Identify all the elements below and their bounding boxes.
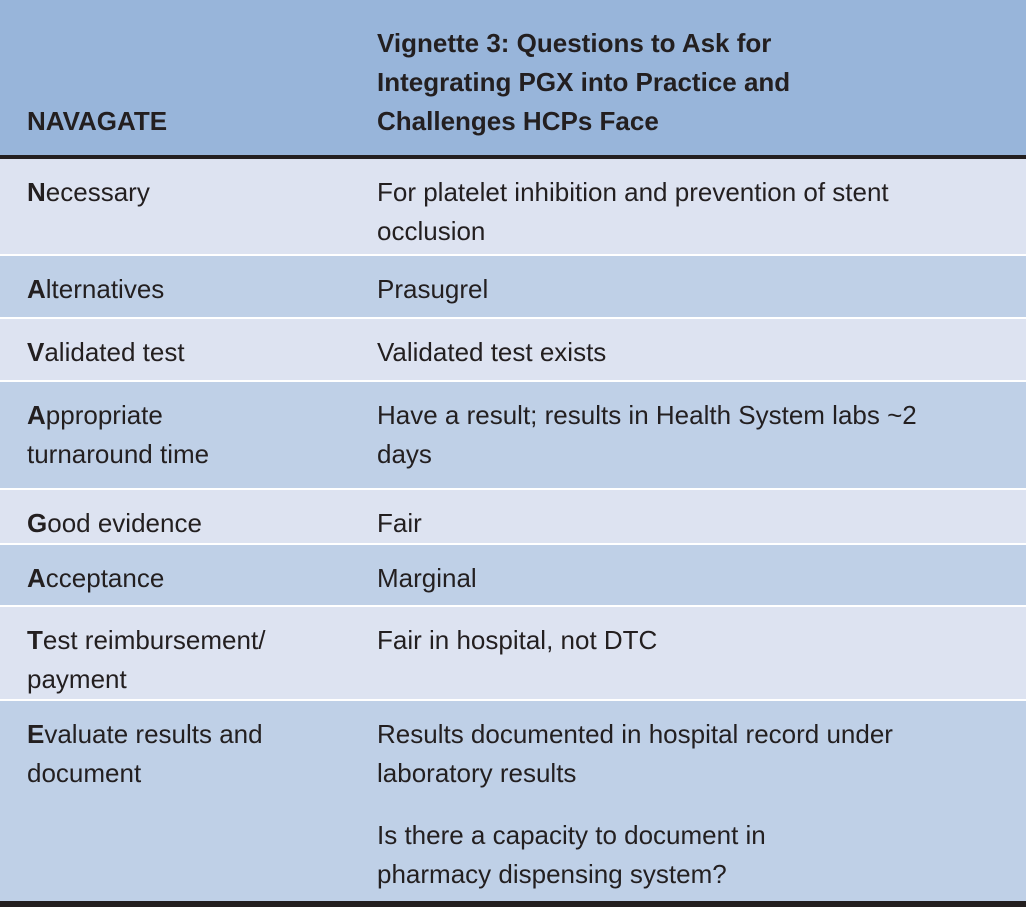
criterion-initial: G	[27, 508, 48, 538]
table-row	[0, 255, 1026, 318]
answer-text: For platelet inhibition and prevention of stent occlusion	[377, 177, 889, 246]
criterion-rest: cceptance	[45, 563, 165, 593]
table-row	[0, 489, 1026, 544]
criterion-initial: V	[27, 337, 45, 367]
answer	[377, 606, 1026, 700]
table-row	[0, 544, 1026, 606]
answer	[377, 489, 1026, 544]
table-row	[0, 318, 1026, 381]
table-row	[0, 157, 1026, 255]
answer-text: Fair in hospital, not DTC	[377, 625, 658, 655]
criterion-initial: A	[27, 400, 46, 430]
answer-text: Results documented in hospital record under laboratory results	[377, 719, 893, 788]
answer	[377, 700, 1026, 904]
table-row	[0, 700, 1026, 904]
answer	[377, 381, 1026, 489]
criterion-rest: ecessary	[45, 177, 150, 207]
criterion-rest: est reimbursement/ payment	[27, 625, 266, 694]
criterion-rest: valuate results and document	[27, 719, 263, 788]
criterion-initial: T	[27, 625, 43, 655]
criterion	[0, 544, 377, 606]
criterion-initial: A	[27, 563, 46, 593]
header-vignette-text: Vignette 3: Questions to Ask for Integrating PGX into Practice and Challenges HCPs Face	[377, 28, 791, 136]
criterion	[0, 700, 377, 904]
criterion-initial: N	[27, 177, 46, 207]
criterion	[0, 606, 377, 700]
criterion	[0, 255, 377, 318]
answer	[377, 157, 1026, 255]
answer-text: Marginal	[377, 563, 477, 593]
answer-text: Validated test exists	[377, 337, 607, 367]
criterion-rest: ood evidence	[47, 508, 202, 538]
answer	[377, 544, 1026, 606]
criterion-rest: lternatives	[45, 274, 165, 304]
table-row	[0, 606, 1026, 700]
criterion-rest: ppropriate turnaround time	[27, 400, 210, 469]
answer-text: Is there a capacity to document in pharmacy dispensing system?	[377, 820, 766, 889]
answer	[377, 318, 1026, 381]
answer-text: Prasugrel	[377, 274, 489, 304]
criterion-initial: A	[27, 274, 46, 304]
header-vignette	[377, 0, 1026, 157]
criterion	[0, 489, 377, 544]
criterion	[0, 318, 377, 381]
answer	[377, 255, 1026, 318]
criterion	[0, 157, 377, 255]
criterion-rest: alidated test	[44, 337, 185, 367]
criterion	[0, 381, 377, 489]
criterion-initial: E	[27, 719, 45, 749]
answer-text: Fair	[377, 508, 422, 538]
header-row	[0, 0, 1026, 157]
answer-text: Have a result; results in Health System labs ~2 days	[377, 400, 917, 469]
header-navagate: NAVAGATE	[0, 0, 377, 157]
table-row	[0, 381, 1026, 489]
